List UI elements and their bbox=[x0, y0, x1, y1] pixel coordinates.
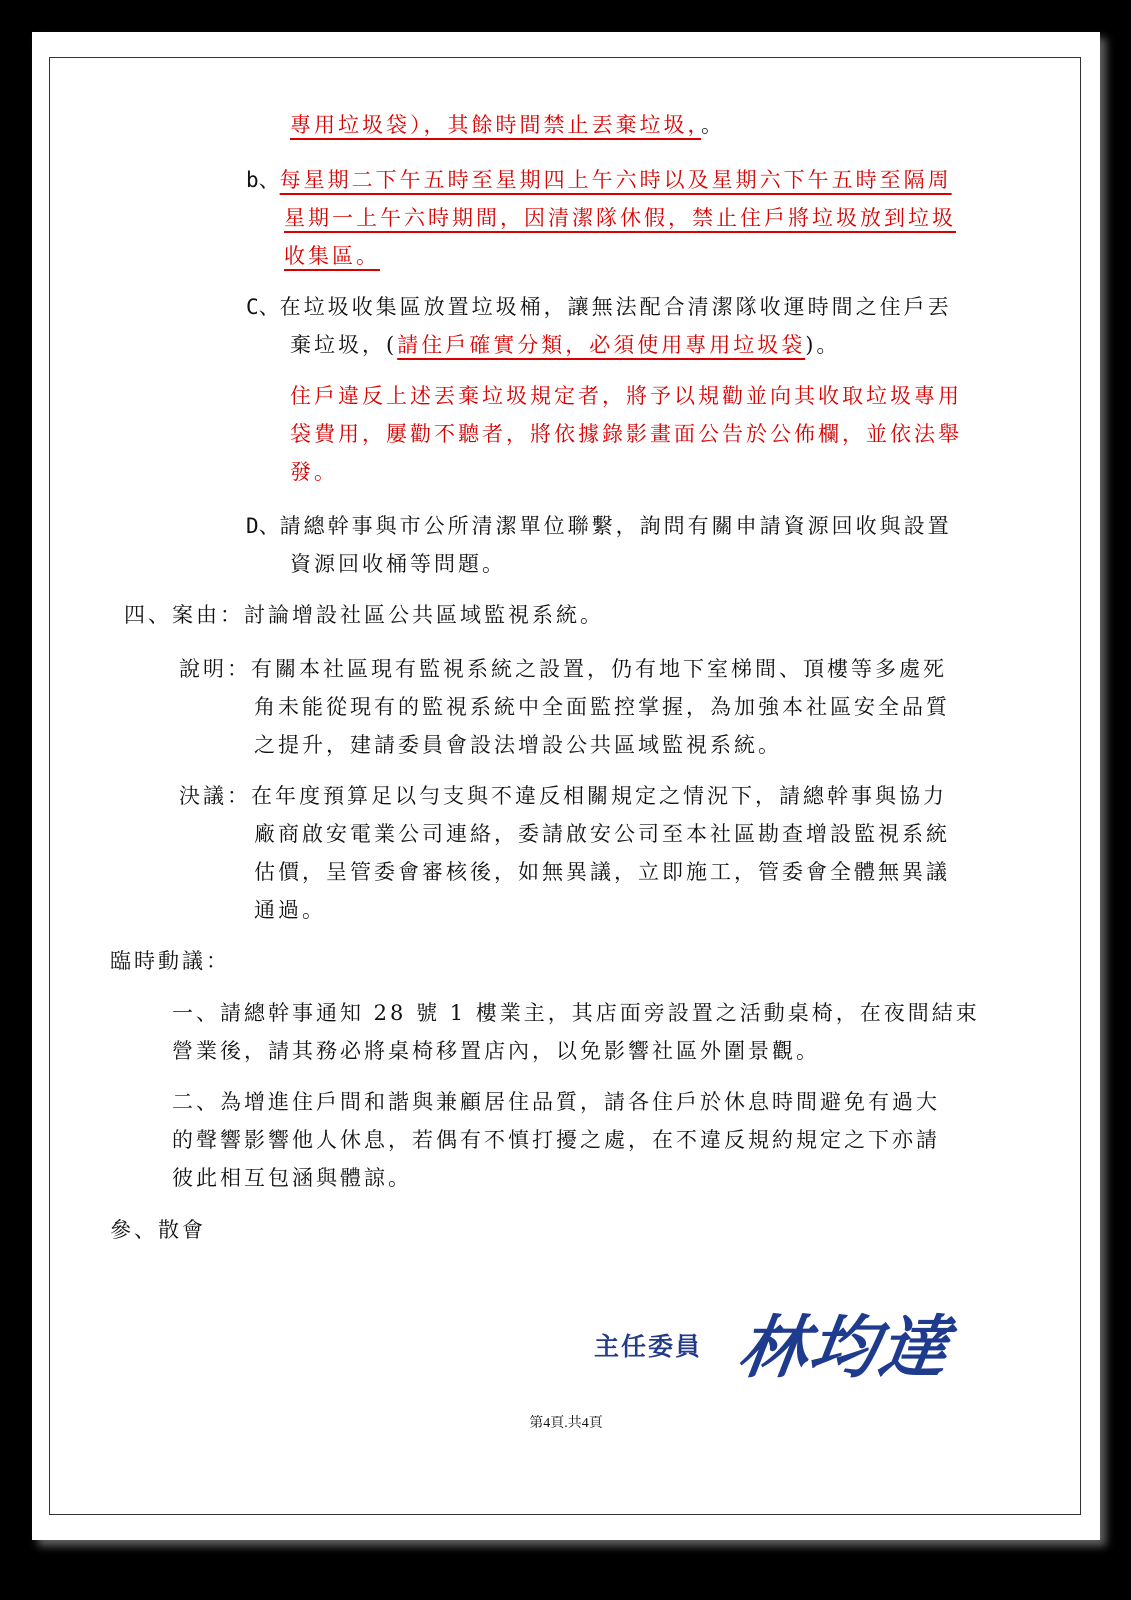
item-c-text: 棄垃圾，( bbox=[290, 333, 398, 357]
document-page bbox=[32, 32, 1100, 1540]
penalty-line3: 發。 bbox=[290, 460, 338, 484]
signature-title: 主任委員 bbox=[594, 1332, 703, 1361]
item-b-text: 每星期二下午五時至星期四上午六時以及星期六下午五時至隔周 bbox=[279, 168, 952, 192]
motion-1-line2: 營業後，請其務必將桌椅移置店內，以免影響社區外圍景觀。 bbox=[172, 1039, 820, 1063]
line-bag-end bbox=[290, 112, 725, 138]
item-b-line3 bbox=[284, 243, 380, 269]
explanation-line2: 角未能從現有的監視系統中全面監控掌握，為加強本社區安全品質 bbox=[254, 695, 950, 719]
item-d-marker: D、 bbox=[246, 514, 280, 538]
line-tail: 。 bbox=[701, 113, 725, 137]
resolution-line4: 通過。 bbox=[254, 898, 326, 922]
motion-2-line3: 彼此相互包涵與體諒。 bbox=[172, 1166, 412, 1190]
meeting-adjourned: 參、散會 bbox=[110, 1218, 206, 1242]
penalty-line1: 住戶違反上述丟棄垃圾規定者，將予以規勸並向其收取垃圾專用 bbox=[290, 384, 962, 408]
item-d-text: 請總幹事與市公所清潔單位聯繫，詢問有關申請資源回收與設置 bbox=[279, 514, 952, 538]
item-c-line1 bbox=[246, 294, 952, 320]
motion-2-line2: 的聲響影響他人休息，若偶有不慎打擾之處，在不違反規約規定之下亦請 bbox=[172, 1128, 940, 1152]
item-b-marker: b、 bbox=[246, 168, 280, 192]
motion-2-line1: 二、為增進住戶間和諧與兼顧居住品質，請各住戶於休息時間避免有過大 bbox=[172, 1090, 940, 1114]
resolution-line2: 廠商啟安電業公司連絡，委請啟安公司至本社區勘查增設監視系統 bbox=[254, 822, 950, 846]
item-b-line1 bbox=[246, 167, 952, 193]
item-c-line2 bbox=[290, 332, 840, 358]
resolution-line1: 決議：在年度預算足以勻支與不違反相關規定之情況下，請總幹事與協力 bbox=[179, 784, 947, 808]
penalty-line2: 袋費用，屢勸不聽者，將依據錄影畫面公告於公佈欄，並依法舉 bbox=[290, 422, 962, 446]
interim-motion-heading: 臨時動議： bbox=[110, 949, 230, 973]
item-c-text: )。 bbox=[805, 333, 841, 357]
explanation-line1: 說明：有關本社區現有監視系統之設置，仍有地下室梯間、頂樓等多處死 bbox=[179, 657, 947, 681]
item-b-text: 收集區。 bbox=[284, 244, 380, 268]
item-c-text: 在垃圾收集區放置垃圾桶，讓無法配合清潔隊收運時間之住戶丟 bbox=[279, 295, 952, 319]
item-c-marker: C、 bbox=[246, 295, 280, 319]
resolution-line3: 估價，呈管委會審核後，如無異議，立即施工，管委會全體無異議 bbox=[254, 860, 950, 884]
signature-name: 林均達 bbox=[733, 1308, 955, 1388]
explanation-line3: 之提升，建請委員會設法增設公共區域監視系統。 bbox=[254, 733, 782, 757]
item-c-red-text: 請住戶確實分類，必須使用專用垃圾袋 bbox=[397, 333, 806, 357]
motion-1-line1: 一、請總幹事通知 28 號 1 樓業主，其店面旁設置之活動桌椅，在夜間結束 bbox=[172, 1001, 980, 1025]
page-number: 第4頁.共4頁 bbox=[529, 1416, 603, 1431]
rule-text-red: 專用垃圾袋），其餘時間禁止丟棄垃圾， bbox=[290, 113, 701, 137]
item-d-line2: 資源回收桶等問題。 bbox=[290, 552, 506, 576]
item-d-line1 bbox=[246, 513, 952, 539]
section-4-title: 四、案由：討論增設社區公共區域監視系統。 bbox=[124, 603, 604, 627]
item-b-text: 星期一上午六時期間，因清潔隊休假，禁止住戶將垃圾放到垃圾 bbox=[284, 206, 956, 230]
item-b-line2 bbox=[284, 205, 956, 231]
